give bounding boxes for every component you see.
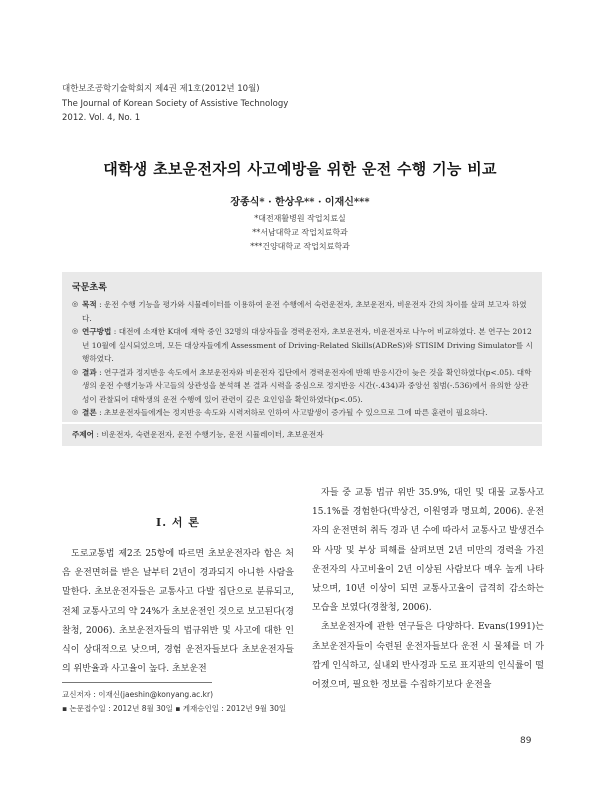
abstract-label: 결과 [82,367,97,377]
bullet-icon: ◎ [72,300,79,308]
page-number: 89 [520,736,532,746]
keywords-label: 주제어 [72,430,95,439]
journal-korean-name: 대한보조공학기술학회지 제4권 제1호(2012년 10월) [62,84,260,94]
abstract-methods [72,325,534,366]
body-paragraph: 자들 중 교통 법규 위반 35.9%, 대인 및 대물 교통사고 15.1%를 경험한다(박상건, 이원영과 명묘희, 2006). 운전자의 운전면허 취득 경과 년 수에 따라서 교통사고 발생건수와 사망 및 부상 피해를 살펴보면 2년 미만의 경력을 가진 운전자의 사고비율이 2년 이상된 사람보다 매우 높게 나타났으며, 10년 이상이 되면 교통사고율이 급격히 감소하는 모습을 보였다(경찰청, 2006). [312,488,544,614]
abstract-label: 결론 [82,408,97,417]
abstract-label: 연구방법 [82,327,112,336]
footnote-divider [62,682,212,683]
bullet-icon: ◎ [72,327,79,335]
abstract-purpose [72,298,534,325]
affiliation-2: **서남대학교 작업치료학과 [252,228,348,237]
author-list: 장종식* · 한상우** · 이재신*** [230,197,370,208]
affiliation-list [0,212,600,254]
corresponding-author: 교신저자 : 이재신(jaeshin@konyang.ac.kr) [62,690,214,699]
journal-english-name: The Journal of Korean Society of Assistive Technology [62,98,289,109]
abstract-results [72,366,534,407]
keywords-box [62,424,542,446]
submission-dates: ▪ 논문접수일 : 2012년 8월 30일 ▪ 게재승인일 : 2012년 9월 30일 [62,704,287,713]
abstract-text: : 초보운전자들에게는 정지반응 속도와 시력저하로 인하여 사고발생이 증가될 수 있으므로 그에 따른 훈련이 필요하다. [96,408,488,417]
body-column-left [62,545,294,679]
bullet-icon: ◎ [72,367,79,376]
journal-header [62,82,288,126]
body-paragraph: 도로교통법 제2조 25항에 따르면 초보운전자라 함은 처음 운전면허를 받은 날부터 2년이 경과되지 아니한 사람을 말한다. 초보운전자들은 교통사고 다발 집단으로 분류되고, 전체 교통사고의 약 24%가 초보운전인 것으로 보고된다(경찰청, 2006). 초보운전자들의 법규위반 및 사고에 대한 인식이 상대적으로 낮으며, 경험 운전자들보다 초보운전자들의 위반율과 사고율이 높다. 초보운전 [62,549,294,675]
footnote [62,688,286,716]
affiliation-1: *대전재활병원 작업치료실 [254,214,346,223]
abstract-text: : 연구결과 정지반응 속도에서 초보운전자와 비운전자 집단에서 경력운전자에 반해 반응시간이 늦은 것을 확인하였다(p<.05). 대학생의 운전 수행기능과 사고들의 상관성을 분석해 본 결과 시력을 중심으로 정지반응 시간(-.434)과 중앙선 침범(-.536)에서 유의한 상관성이 관찰되어 대학생의 운전 수행에 있어 관련이 깊은 요인임을 확인하였다(p<.05). [82,367,532,404]
paper-title: 대학생 초보운전자의 사고예방을 위한 운전 수행 기능 비교 [103,160,497,178]
bullet-icon: ◎ [72,408,79,416]
abstract-text: : 대전에 소재한 K대에 재학 중인 32명의 대상자들을 경력운전자, 초보운전자, 비운전자로 나누어 비교하였다. 본 연구는 2012년 10월에 실시되었으며, 모든 대상자들에게 Assessment of Driving-Related Skills(ADReS)와 STISIM Driving Simulator를 시행하였다. [82,327,533,363]
abstract-heading: 국문초록 [72,283,107,293]
keywords-text: : 비운전자, 숙련운전자, 운전 수행기능, 운전 시뮬레이터, 초보운전자 [94,430,324,439]
abstract-box [62,272,542,422]
body-paragraph: 초보운전자에 관한 연구들은 다양하다. Evans(1991)는 초보운전자들이 숙련된 운전자들보다 운전 시 물체를 더 가깝게 인식하고, 실내외 반사경과 도로 표지판의 인식률이 떨어졌으며, 필요한 정보를 수집하기보다 운전을 [312,622,544,691]
abstract-conclusion [72,406,534,420]
affiliation-3: ***건양대학교 작업치료학과 [250,242,350,251]
keywords [72,429,324,440]
body-column-right [312,484,544,695]
journal-volume: 2012. Vol. 4, No. 1 [62,113,141,123]
section-title-introduction: I. 서 론 [156,516,200,529]
abstract-label: 목적 [82,300,97,309]
abstract-text: : 운전 수행 기능을 평가와 시뮬레이터를 이용하여 운전 수행에서 숙련운전자, 초보운전자, 비운전자 간의 차이를 살펴 보고자 하였다. [82,300,527,323]
